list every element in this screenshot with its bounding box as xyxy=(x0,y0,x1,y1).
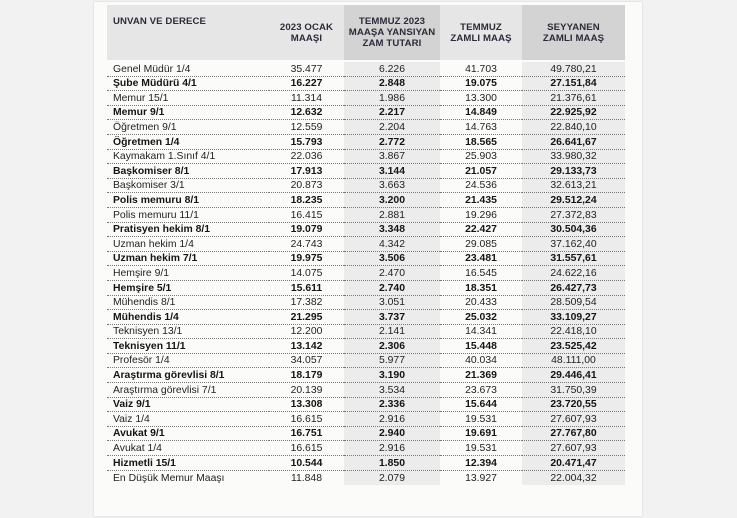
cell-zam-tutari: 2.336 xyxy=(344,398,440,413)
cell-temmuz-zamli: 13.300 xyxy=(440,91,522,106)
cell-zam-tutari: 2.772 xyxy=(344,135,440,150)
table-row xyxy=(107,339,625,354)
table-row xyxy=(107,471,625,486)
header-ocak-line-2: MAAŞI xyxy=(290,32,323,44)
table-row xyxy=(107,296,625,311)
header-ocak-line-1: 2023 OCAK xyxy=(279,21,334,33)
cell-unvan: Başkomiser 8/1 xyxy=(107,164,269,179)
cell-ocak-maasi: 19.975 xyxy=(269,252,344,267)
cell-ocak-maasi: 15.793 xyxy=(269,135,344,150)
cell-temmuz-zamli: 14.341 xyxy=(440,325,522,340)
cell-seyyanen-zamli: 20.471,47 xyxy=(522,456,625,471)
cell-ocak-maasi: 12.632 xyxy=(269,106,344,121)
cell-temmuz-zamli: 12.394 xyxy=(440,456,522,471)
cell-zam-tutari: 3.144 xyxy=(344,164,440,179)
cell-ocak-maasi: 12.559 xyxy=(269,120,344,135)
cell-unvan: Öğretmen 1/4 xyxy=(107,135,269,150)
cell-seyyanen-zamli: 30.504,36 xyxy=(522,223,625,238)
cell-seyyanen-zamli: 29.512,24 xyxy=(522,193,625,208)
cell-zam-tutari: 4.342 xyxy=(344,237,440,252)
cell-ocak-maasi: 34.057 xyxy=(269,354,344,369)
cell-ocak-maasi: 17.913 xyxy=(269,164,344,179)
cell-temmuz-zamli: 24.536 xyxy=(440,179,522,194)
cell-ocak-maasi: 18.179 xyxy=(269,368,344,383)
cell-ocak-maasi: 21.295 xyxy=(269,310,344,325)
cell-seyyanen-zamli: 22.925,92 xyxy=(522,106,625,121)
cell-temmuz-zamli: 21.057 xyxy=(440,164,522,179)
cell-seyyanen-zamli: 27.607,93 xyxy=(522,441,625,456)
header-temmuz xyxy=(440,5,522,60)
cell-zam-tutari: 1.986 xyxy=(344,91,440,106)
cell-temmuz-zamli: 18.351 xyxy=(440,281,522,296)
table-row xyxy=(107,208,625,223)
header-zam-line-2: MAAŞA YANSIYAN xyxy=(348,27,436,38)
cell-unvan: Öğretmen 9/1 xyxy=(107,120,269,135)
table-row xyxy=(107,368,625,383)
cell-seyyanen-zamli: 22.004,32 xyxy=(522,471,625,486)
table-row xyxy=(107,62,625,77)
cell-seyyanen-zamli: 29.446,41 xyxy=(522,368,625,383)
cell-unvan: Polis memuru 8/1 xyxy=(107,193,269,208)
cell-zam-tutari: 2.916 xyxy=(344,412,440,427)
cell-temmuz-zamli: 14.849 xyxy=(440,106,522,121)
cell-ocak-maasi: 16.751 xyxy=(269,427,344,442)
cell-ocak-maasi: 10.544 xyxy=(269,456,344,471)
cell-seyyanen-zamli: 27.607,93 xyxy=(522,412,625,427)
cell-temmuz-zamli: 19.691 xyxy=(440,427,522,442)
cell-ocak-maasi: 16.615 xyxy=(269,441,344,456)
cell-seyyanen-zamli: 29.133,73 xyxy=(522,164,625,179)
cell-zam-tutari: 1.850 xyxy=(344,456,440,471)
cell-seyyanen-zamli: 24.622,16 xyxy=(522,266,625,281)
cell-ocak-maasi: 12.200 xyxy=(269,325,344,340)
cell-zam-tutari: 3.737 xyxy=(344,310,440,325)
table-row xyxy=(107,412,625,427)
cell-unvan: Araştırma görevlisi 8/1 xyxy=(107,368,269,383)
cell-zam-tutari: 2.079 xyxy=(344,471,440,486)
cell-seyyanen-zamli: 31.750,39 xyxy=(522,383,625,398)
table-row xyxy=(107,456,625,471)
cell-temmuz-zamli: 20.433 xyxy=(440,296,522,311)
table-row xyxy=(107,106,625,121)
cell-zam-tutari: 2.740 xyxy=(344,281,440,296)
table-row xyxy=(107,91,625,106)
header-seyyanen-line-2: ZAMLI MAAŞ xyxy=(542,32,605,44)
header-temmuz-line-1: TEMMUZ xyxy=(460,21,502,33)
cell-seyyanen-zamli: 22.418,10 xyxy=(522,325,625,340)
cell-unvan: Araştırma görevlisi 7/1 xyxy=(107,383,269,398)
cell-zam-tutari: 3.200 xyxy=(344,193,440,208)
cell-temmuz-zamli: 21.435 xyxy=(440,193,522,208)
table-row xyxy=(107,193,625,208)
cell-seyyanen-zamli: 33.980,32 xyxy=(522,150,625,165)
cell-unvan: Polis memuru 11/1 xyxy=(107,208,269,223)
cell-zam-tutari: 2.940 xyxy=(344,427,440,442)
table-row xyxy=(107,120,625,135)
cell-unvan: Profesör 1/4 xyxy=(107,354,269,369)
cell-temmuz-zamli: 25.032 xyxy=(440,310,522,325)
cell-zam-tutari: 3.348 xyxy=(344,223,440,238)
cell-unvan: Vaiz 1/4 xyxy=(107,412,269,427)
table-row xyxy=(107,164,625,179)
cell-ocak-maasi: 11.848 xyxy=(290,473,322,485)
salary-table-card xyxy=(94,2,642,516)
cell-seyyanen-zamli: 21.376,61 xyxy=(522,91,625,106)
header-zam xyxy=(344,5,440,60)
table-row xyxy=(107,179,625,194)
cell-unvan: Uzman hekim 1/4 xyxy=(107,237,269,252)
cell-zam-tutari: 3.867 xyxy=(344,150,440,165)
cell-unvan: Uzman hekim 7/1 xyxy=(107,252,269,267)
cell-ocak-maasi: 16.415 xyxy=(269,208,344,223)
cell-seyyanen-zamli: 31.557,61 xyxy=(522,252,625,267)
cell-ocak-maasi: 18.235 xyxy=(269,193,344,208)
table-row xyxy=(107,281,625,296)
header-zam-line-1: TEMMUZ 2023 xyxy=(358,16,426,27)
cell-unvan: Avukat 1/4 xyxy=(107,441,269,456)
cell-zam-tutari: 3.534 xyxy=(344,383,440,398)
cell-zam-tutari: 2.141 xyxy=(344,325,440,340)
cell-seyyanen-zamli: 26.427,73 xyxy=(522,281,625,296)
cell-zam-tutari: 2.848 xyxy=(344,77,440,92)
cell-temmuz-zamli: 13.927 xyxy=(465,473,497,485)
cell-ocak-maasi: 20.139 xyxy=(269,383,344,398)
cell-seyyanen-zamli: 49.780,21 xyxy=(522,62,625,77)
cell-unvan: Vaiz 9/1 xyxy=(107,398,269,413)
cell-ocak-maasi: 19.079 xyxy=(269,223,344,238)
table-row xyxy=(107,223,625,238)
cell-zam-tutari: 2.217 xyxy=(344,106,440,121)
cell-seyyanen-zamli: 37.162,40 xyxy=(522,237,625,252)
cell-seyyanen-zamli: 27.372,83 xyxy=(522,208,625,223)
cell-zam-tutari: 6.226 xyxy=(344,62,440,77)
cell-unvan: Memur 9/1 xyxy=(107,106,269,121)
cell-temmuz-zamli: 19.075 xyxy=(440,77,522,92)
cell-temmuz-zamli: 14.763 xyxy=(440,120,522,135)
cell-temmuz-zamli: 16.545 xyxy=(440,266,522,281)
cell-ocak-maasi: 14.075 xyxy=(269,266,344,281)
cell-seyyanen-zamli: 28.509,54 xyxy=(522,296,625,311)
cell-unvan: Hemşire 9/1 xyxy=(107,266,269,281)
header-zam-line-3: ZAM TUTARI xyxy=(362,38,422,49)
cell-unvan: Mühendis 8/1 xyxy=(107,296,269,311)
cell-ocak-maasi: 17.382 xyxy=(269,296,344,311)
cell-temmuz-zamli: 21.369 xyxy=(440,368,522,383)
cell-zam-tutari: 2.306 xyxy=(344,339,440,354)
cell-ocak-maasi: 13.142 xyxy=(269,339,344,354)
cell-zam-tutari: 3.663 xyxy=(344,179,440,194)
table-header xyxy=(107,5,625,60)
table-row xyxy=(107,150,625,165)
table-row xyxy=(107,237,625,252)
cell-zam-tutari: 2.470 xyxy=(344,266,440,281)
cell-seyyanen-zamli: 22.840,10 xyxy=(522,120,625,135)
cell-temmuz-zamli: 19.531 xyxy=(440,441,522,456)
cell-temmuz-zamli: 22.427 xyxy=(440,223,522,238)
table-body xyxy=(107,62,625,485)
cell-temmuz-zamli: 15.448 xyxy=(440,339,522,354)
cell-temmuz-zamli: 23.673 xyxy=(440,383,522,398)
cell-seyyanen-zamli: 32.613,21 xyxy=(522,179,625,194)
cell-zam-tutari: 3.506 xyxy=(344,252,440,267)
header-temmuz-line-2: ZAMLI MAAŞ xyxy=(450,32,512,44)
cell-seyyanen-zamli: 23.525,42 xyxy=(522,339,625,354)
cell-unvan: Memur 15/1 xyxy=(107,91,269,106)
table-row xyxy=(107,325,625,340)
cell-unvan: Hizmetli 15/1 xyxy=(107,456,269,471)
cell-zam-tutari: 2.916 xyxy=(344,441,440,456)
cell-temmuz-zamli: 40.034 xyxy=(440,354,522,369)
cell-zam-tutari: 5.977 xyxy=(344,354,440,369)
table-row xyxy=(107,427,625,442)
cell-unvan: Teknisyen 11/1 xyxy=(107,339,269,354)
cell-seyyanen-zamli: 27.767,80 xyxy=(522,427,625,442)
cell-seyyanen-zamli: 48.111,00 xyxy=(522,354,625,369)
cell-temmuz-zamli: 23.481 xyxy=(440,252,522,267)
cell-unvan: Şube Müdürü 4/1 xyxy=(107,77,269,92)
table-row xyxy=(107,266,625,281)
cell-unvan: En Düşük Memur Maaşı xyxy=(113,473,225,485)
cell-zam-tutari: 3.190 xyxy=(344,368,440,383)
cell-unvan: Hemşire 5/1 xyxy=(107,281,269,296)
header-seyyanen-line-1: SEYYANEN xyxy=(547,21,600,33)
cell-temmuz-zamli: 25.903 xyxy=(440,150,522,165)
cell-temmuz-zamli: 41.703 xyxy=(440,62,522,77)
table-row xyxy=(107,383,625,398)
header-unvan-line: UNVAN VE DERECE xyxy=(113,16,207,27)
cell-unvan: Avukat 9/1 xyxy=(107,427,269,442)
cell-unvan: Teknisyen 13/1 xyxy=(107,325,269,340)
cell-temmuz-zamli: 19.531 xyxy=(440,412,522,427)
header-unvan xyxy=(107,5,269,60)
cell-seyyanen-zamli: 26.641,67 xyxy=(522,135,625,150)
cell-unvan: Mühendis 1/4 xyxy=(107,310,269,325)
table-row xyxy=(107,252,625,267)
header-ocak xyxy=(269,5,344,60)
header-seyyanen xyxy=(522,5,625,60)
cell-ocak-maasi: 16.227 xyxy=(269,77,344,92)
cell-unvan: Genel Müdür 1/4 xyxy=(107,62,269,77)
cell-ocak-maasi: 35.477 xyxy=(269,62,344,77)
cell-ocak-maasi: 11.314 xyxy=(269,91,344,106)
cell-seyyanen-zamli: 33.109,27 xyxy=(522,310,625,325)
cell-ocak-maasi: 15.611 xyxy=(269,281,344,296)
cell-unvan: Kaymakam 1.Sınıf 4/1 xyxy=(107,150,269,165)
cell-ocak-maasi: 22.036 xyxy=(269,150,344,165)
cell-temmuz-zamli: 19.296 xyxy=(440,208,522,223)
table-row xyxy=(107,398,625,413)
cell-unvan: Pratisyen hekim 8/1 xyxy=(107,223,269,238)
cell-ocak-maasi: 16.615 xyxy=(269,412,344,427)
cell-seyyanen-zamli: 23.720,55 xyxy=(522,398,625,413)
table-row xyxy=(107,77,625,92)
table-row xyxy=(107,354,625,369)
cell-ocak-maasi: 13.308 xyxy=(269,398,344,413)
table-row xyxy=(107,135,625,150)
cell-temmuz-zamli: 18.565 xyxy=(440,135,522,150)
cell-zam-tutari: 2.881 xyxy=(344,208,440,223)
cell-zam-tutari: 2.204 xyxy=(344,120,440,135)
cell-unvan: Başkomiser 3/1 xyxy=(107,179,269,194)
cell-temmuz-zamli: 15.644 xyxy=(440,398,522,413)
cell-zam-tutari: 3.051 xyxy=(344,296,440,311)
cell-seyyanen-zamli: 27.151,84 xyxy=(522,77,625,92)
table-row xyxy=(107,310,625,325)
cell-ocak-maasi: 24.743 xyxy=(269,237,344,252)
table-row xyxy=(107,441,625,456)
cell-temmuz-zamli: 29.085 xyxy=(440,237,522,252)
cell-ocak-maasi: 20.873 xyxy=(269,179,344,194)
